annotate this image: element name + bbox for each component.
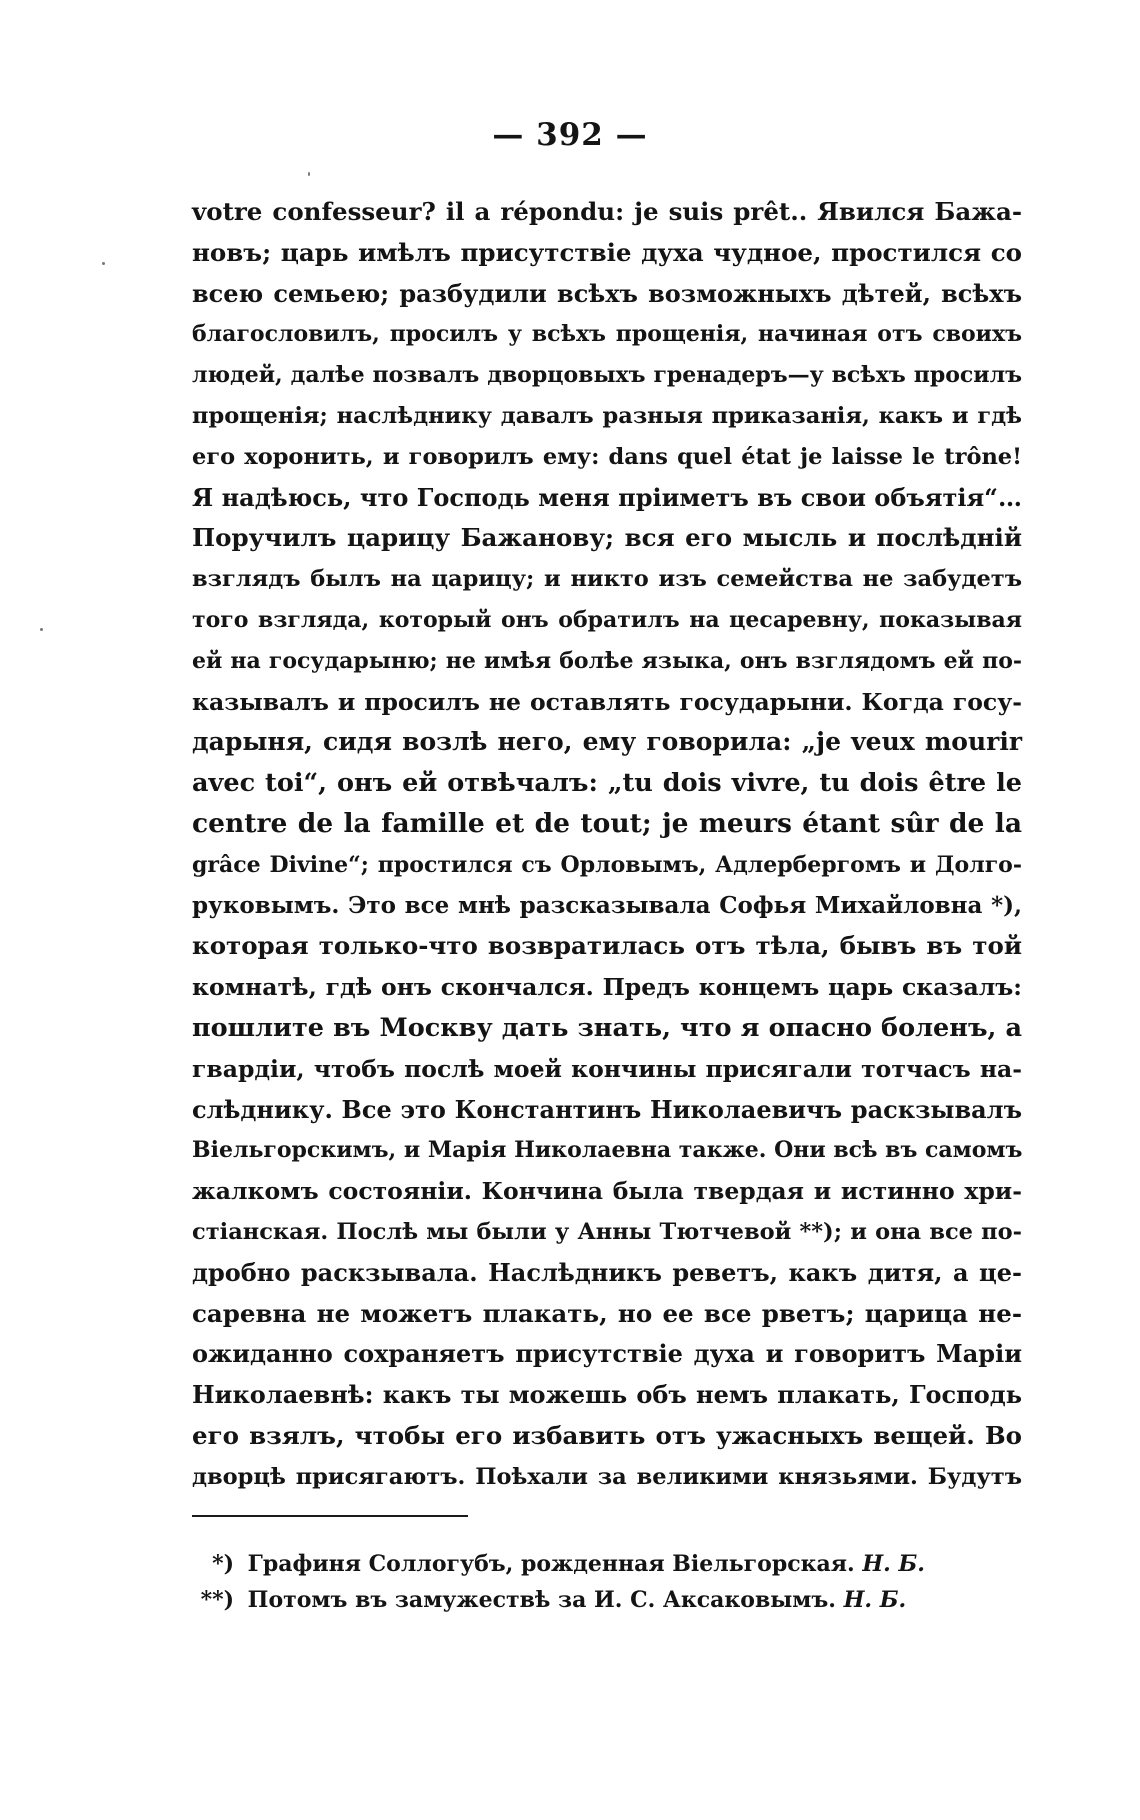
scan-speck [40, 628, 43, 631]
text-line: дворцѣ присягаютъ. Поѣхали за великими князьями. Будутъ [192, 1463, 1022, 1490]
footnote-mark: **) [200, 1587, 234, 1613]
text-line: руковымъ. Это все мнѣ разсказывала Софья Михайловна *), [192, 891, 1022, 919]
text-line: votre confesseur? il a répondu: je suis prêt.. Явился Бажа- [192, 197, 1022, 226]
footnote-mark: *) [212, 1551, 234, 1577]
text-line: жалкомъ состояніи. Кончина была твердая и истинно хри- [192, 1177, 1022, 1206]
footnote [192, 1546, 1022, 1582]
text-line: прощенія; наслѣднику давалъ разныя приказанія, какъ и гдѣ [192, 402, 1022, 429]
text-line: его хоронить, и говорилъ ему: dans quel état je laisse le trône! [192, 443, 1022, 470]
text-line: Віельгорскимъ, и Марія Николаевна также. Они всѣ въ самомъ [192, 1137, 1023, 1164]
text-line: взглядъ былъ на царицу; и никто изъ семейства не забудетъ [192, 566, 1022, 593]
scan-speck [308, 172, 310, 176]
text-line: всею семьею; разбудили всѣхъ возможныхъ дѣтей, всѣхъ [192, 278, 1022, 308]
text-line: дарыня, сидя возлѣ него, ему говорила: „je veux mourir [192, 727, 1022, 757]
text-line: дробно раскзывала. Наслѣдникъ реветъ, какъ дитя, а це- [192, 1257, 1022, 1287]
footnotes [192, 1546, 1022, 1618]
footnote-text: Потомъ въ замужествѣ за И. С. Аксаковымъ. [247, 1587, 836, 1613]
text-line: avec toi“, онъ ей отвѣчалъ: „tu dois vivre, tu dois être le [192, 768, 1022, 799]
body-text [192, 192, 1022, 1498]
text-line: комнатѣ, гдѣ онъ скончался. Предъ концемъ царь сказалъ: [192, 973, 1022, 1002]
text-line: которая только-что возвратилась отъ тѣла, бывъ въ той [192, 931, 1022, 961]
text-line: людей, далѣе позвалъ дворцовыхъ гренадеръ—у всѣхъ просилъ [192, 362, 1022, 389]
text-line: grâce Divine“; простился съ Орловымъ, Адлербергомъ и Долго- [192, 851, 1022, 878]
text-line: казывалъ и просилъ не оставлять государыни. Когда госу- [192, 687, 1022, 716]
text-line: ей на государыню; не имѣя болѣе языка, онъ взглядомъ ей по- [192, 647, 1022, 674]
text-line: гвардіи, чтобъ послѣ моей кончины присягали тотчасъ на- [192, 1054, 1022, 1083]
text-line: благословилъ, просилъ у всѣхъ прощенія, начиная отъ своихъ [192, 321, 1022, 348]
footnote [192, 1582, 1022, 1618]
text-line: Я надѣюсь, что Господь меня пріиметъ въ свои объятія“… [192, 482, 1022, 512]
text-line: centre de la famille et de tout; je meurs étant sûr de la [192, 807, 1022, 839]
text-line: ожиданно сохраняетъ присутствіе духа и говоритъ Маріи [192, 1339, 1022, 1369]
text-line: стіанская. Послѣ мы были у Анны Тютчевой **); и она все по- [192, 1218, 1022, 1245]
page-number: — 392 — [492, 117, 648, 153]
footnote-rule [192, 1515, 468, 1517]
text-line: пошлите въ Москву дать знать, что я опасно боленъ, а [192, 1012, 1022, 1043]
text-line: его взялъ, чтобы его избавить отъ ужасныхъ вещей. Во [192, 1420, 1022, 1450]
text-line: Николаевнѣ: какъ ты можешь объ немъ плакать, Господь [192, 1380, 1022, 1410]
text-line: саревна не можетъ плакать, но ее все рветъ; царица не- [192, 1298, 1022, 1328]
text-line: слѣднику. Все это Константинъ Николаевичъ раскзывалъ [192, 1094, 1022, 1124]
scan-speck [102, 262, 105, 265]
text-line: новъ; царь имѣлъ присутствіе духа чудное, простился со [192, 237, 1022, 267]
footnote-text: Графиня Соллогубъ, рожденная Віельгорская. [247, 1551, 855, 1577]
footnote-signature: Н. Б. [862, 1551, 925, 1577]
text-line: Поручилъ царицу Бажанову; вся его мысль и послѣдній [192, 523, 1022, 553]
footnote-signature: Н. Б. [843, 1587, 907, 1613]
text-line: того взгляда, который онъ обратилъ на цесаревну, показывая [192, 606, 1022, 633]
